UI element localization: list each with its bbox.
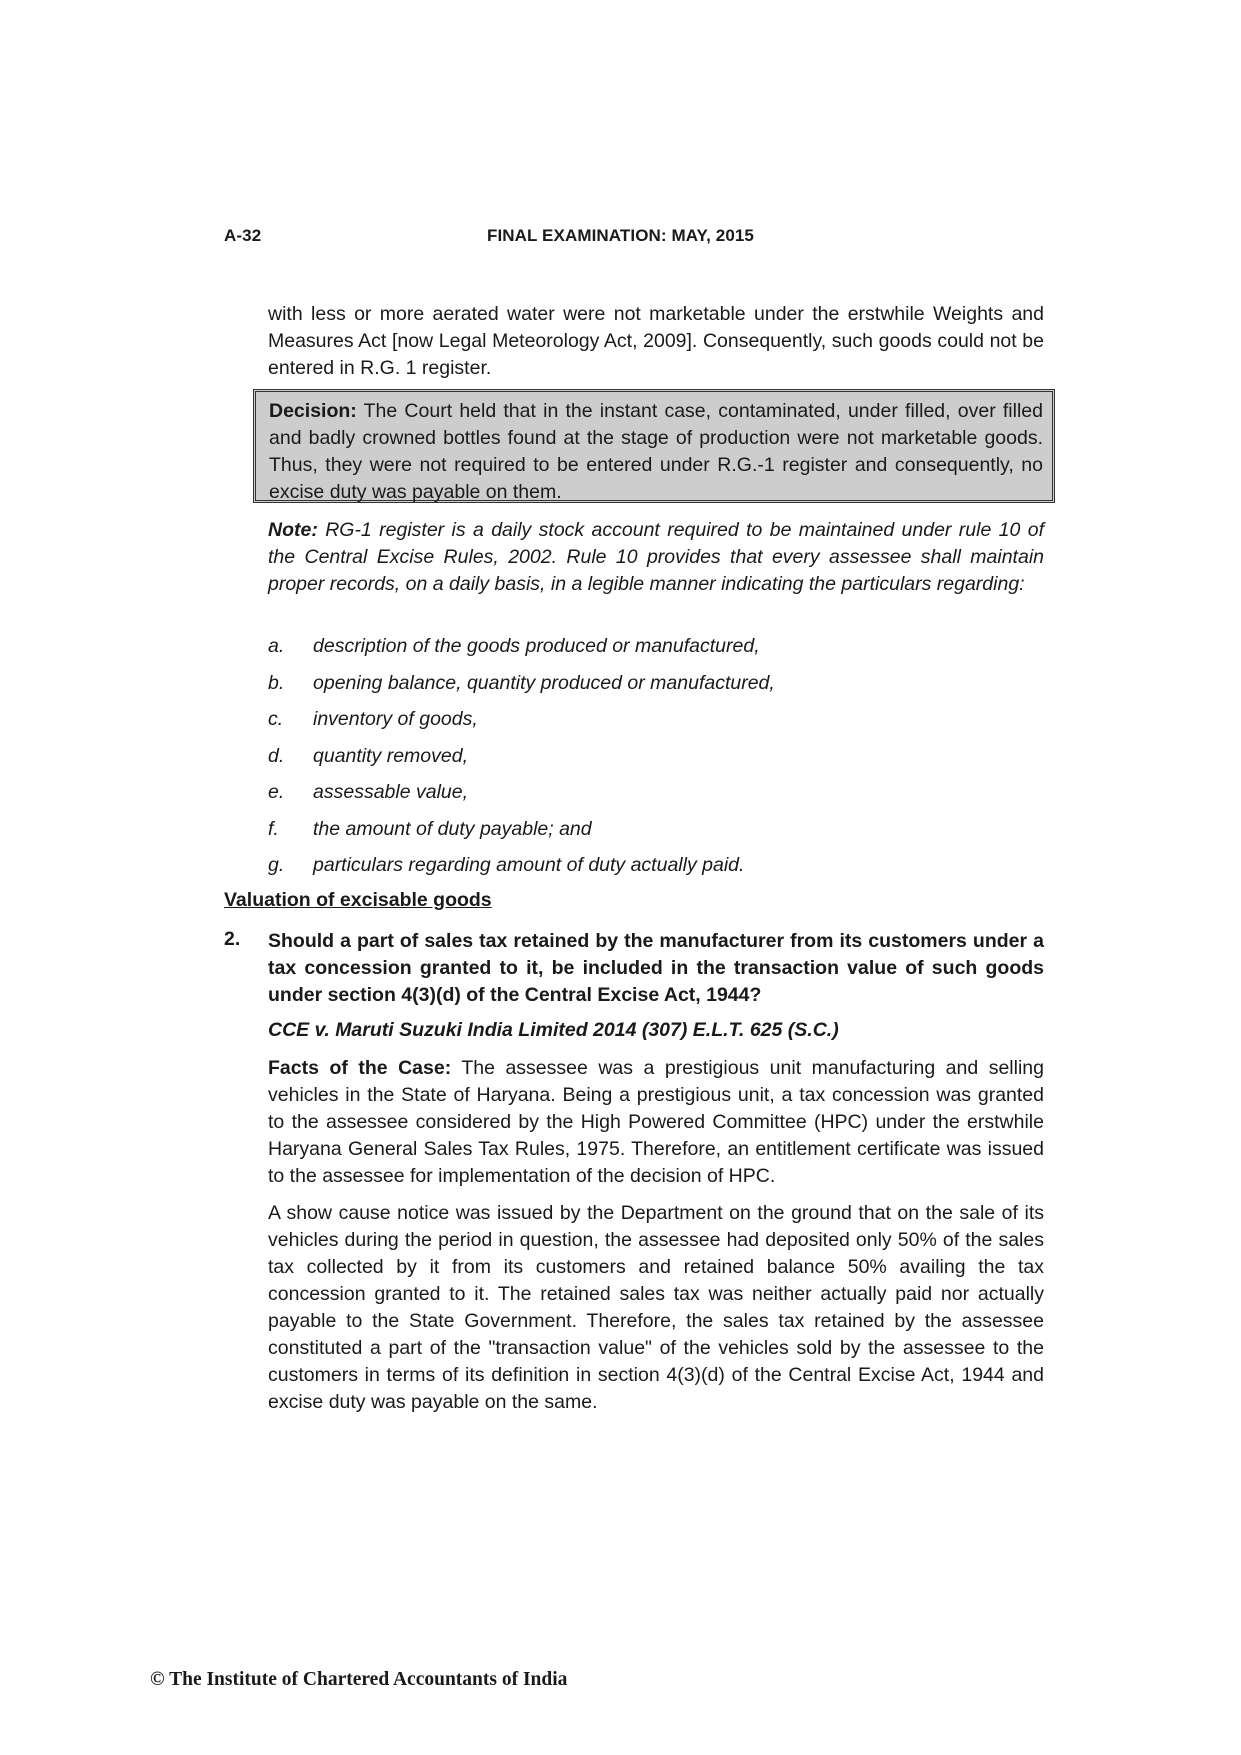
- list-item-text: quantity removed,: [313, 744, 469, 767]
- question-text: Should a part of sales tax retained by the manufacturer from its customers under a tax concession granted to it, be included in the transaction value of such goods under section 4(3)(d) of the Central Excise Act, 1944?: [268, 930, 1044, 1006]
- facts-label: Facts of the Case:: [268, 1057, 452, 1079]
- list-item-text: particulars regarding amount of duty actually paid.: [313, 854, 745, 876]
- list-item-text: description of the goods produced or manufactured,: [313, 635, 760, 657]
- list-item-letter: f.: [268, 817, 279, 840]
- list-item-text: inventory of goods,: [313, 708, 478, 730]
- page-title: FINAL EXAMINATION: MAY, 2015: [487, 226, 754, 245]
- note-label: Note:: [268, 519, 318, 541]
- list-item-text: opening balance, quantity produced or manufactured,: [313, 671, 775, 694]
- list-item: [268, 633, 1044, 670]
- list-item: [268, 706, 1044, 743]
- list-item-letter: b.: [268, 671, 285, 694]
- intro-paragraph: with less or more aerated water were not marketable under the erstwhile Weights and Measures Act [now Legal Meteorology Act, 2009]. Consequently, such goods could not be entered in R.G. 1 register.: [268, 303, 1044, 379]
- list-item-letter: d.: [268, 744, 285, 767]
- list-item: [268, 852, 1044, 889]
- page-number: A-32: [224, 226, 262, 245]
- case-title: CCE v. Maruti Suzuki India Limited 2014 (307) E.L.T. 625 (S.C.): [268, 1019, 839, 1041]
- list-item: [268, 779, 1044, 816]
- footer-copyright: © The Institute of Chartered Accountants of India: [150, 1669, 568, 1690]
- list-item-text: the amount of duty payable; and: [313, 817, 592, 840]
- list-item-letter: a.: [268, 635, 285, 657]
- note-paragraph: [268, 517, 1044, 598]
- list-item-letter: g.: [268, 854, 285, 876]
- section-heading: Valuation of excisable goods: [224, 889, 492, 911]
- list-item-letter: c.: [268, 708, 284, 730]
- note-list: [268, 633, 1044, 889]
- show-cause-paragraph: A show cause notice was issued by the Department on the ground that on the sale of its vehicles during the period in question, the assessee had deposited only 50% of the sales tax collected by it from its customers and retained balance 50% availing the tax concession granted to it. The retained sales tax was neither actually paid nor actually payable to the State Government. Therefore, the sales tax retained by the assessee constituted a part of the "transaction value" of the vehicles sold by the assessee to the customers in terms of its definition in section 4(3)(d) of the Central Excise Act, 1944 and excise duty was payable on the same.: [268, 1202, 1044, 1413]
- list-item-text: assessable value,: [313, 781, 469, 803]
- note-text: RG-1 register is a daily stock account required to be maintained under rule 10 of the Central Excise Rules, 2002. Rule 10 provides that every assessee shall maintain proper records, on a daily basis, in a legible manner indicating the particulars regarding:: [268, 519, 1044, 595]
- list-item-letter: e.: [268, 781, 285, 803]
- decision-label: Decision:: [269, 400, 357, 422]
- list-item: [268, 743, 1044, 780]
- facts-paragraph: [268, 1055, 1044, 1190]
- decision-text: The Court held that in the instant case, contaminated, under filled, over filled and badly crowned bottles found at the stage of production were not marketable goods. Thus, they were not required to be entered under R.G.-1 register and consequently, no excise duty was payable on them.: [269, 400, 1043, 503]
- list-item: [268, 670, 1044, 707]
- list-item: [268, 816, 1044, 853]
- decision-box: [253, 389, 1055, 503]
- decision-paragraph: [269, 398, 1043, 506]
- facts-text: The assessee was a prestigious unit manufacturing and selling vehicles in the State of Haryana. Being a prestigious unit, a tax concession was granted to the assessee considered by the High Powered Committee (HPC) under the erstwhile Haryana General Sales Tax Rules, 1975. Therefore, an entitlement certificate was issued to the assessee for implementation of the decision of HPC.: [268, 1057, 1044, 1187]
- question-number: 2.: [224, 928, 241, 950]
